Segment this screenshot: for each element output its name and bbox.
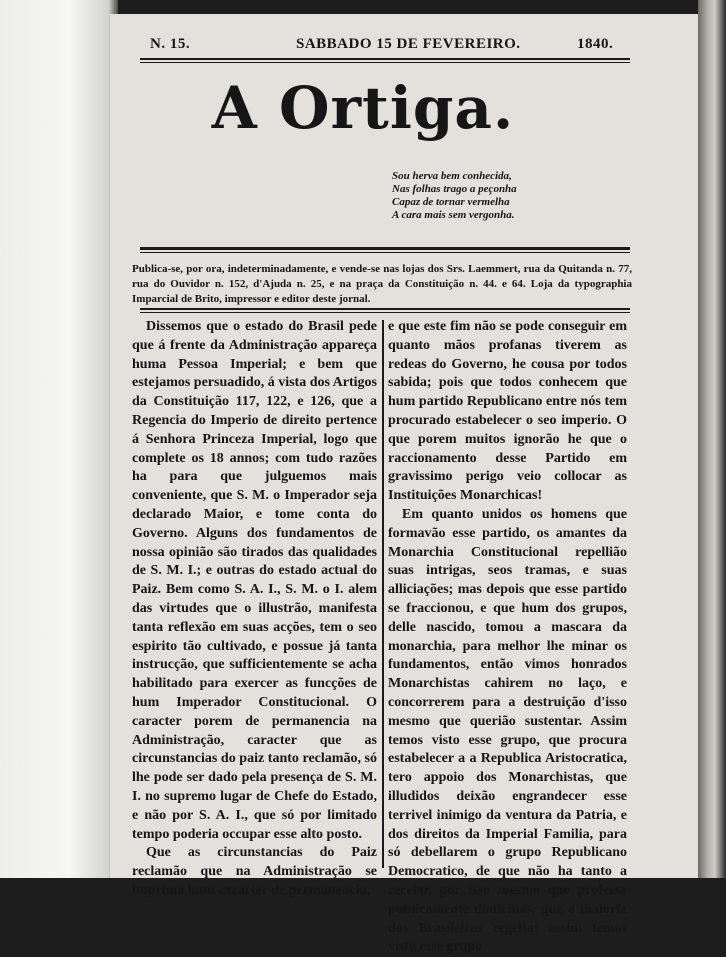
issue-number: N. 15. (150, 36, 191, 52)
article-paragraph: e que este fim não se pode conseguir em quanto mãos profanas tiverem as redeas do Governo, he cousa por todos sabida; pois que todos conhecem que hum partido Republicano entre nós tem procurado estabelecer o seo imperio. O que porem muitos ignorão he que o raccionamento desse Partido em gravissimo perigo veio collocar as Instituições Monarchicas! (388, 319, 627, 504)
article-paragraph: Em quanto unidos os homens que formavão esse partido, os amantes da Monarchia Constitucional repellião suas intrigas, seos tramas, e suas alliciações; mas depois que esse partido se fraccionou, e que hum dos grupos, delle nascido, tomou a mascara da monarchia, para melhor lhe minar os fundamentos, então vimos honrados Monarchistas cahirem no laço, e concorrerem para a destruição d'isso mesmo que querião sustentar. Assim temos visto esse grupo, que procura estabelecer a a Republica Aristocratica, tero appoio dos Monarchistas, que illudidos deixão engrandecer esse terrivel inimigo da ventura da Patria, e dos direitos da Imperial Familia, para só debellarem o grupo Republicano Democratico, de que não ha tanto a receiar, por isso mesmo que professa publicamente doutrinas, que a maioria dos Brasileiros regeita: assim temos visto esse grupo (388, 506, 627, 955)
notice-rule-top (140, 247, 630, 250)
epigraph-line: Sou herva bem conhecida, (392, 170, 512, 182)
epigraph-line: Nas folhas trago a peçonha (392, 183, 517, 195)
masthead-title: A Ortiga. (211, 74, 515, 142)
epigraph (392, 170, 517, 222)
header-rule-thin (140, 62, 630, 63)
article-paragraph: Que as circunstancias do Paiz reclamão que na Administração se imprima hum caracter de permanencia, (132, 845, 377, 898)
issue-year: 1840. (577, 36, 614, 52)
notice-rule-bottom (140, 308, 630, 310)
header-rule (140, 58, 630, 60)
notice-rule-bottom-thin (140, 312, 630, 313)
article-column-right (388, 318, 627, 957)
publication-notice: Publica-se, por ora, indeterminadamente, e vende-se nas lojas dos Srs. Laemmert, rua da Quitanda n. 77, rua do Ouvidor n. 152, d'Ajuda n. 25, e na praça da Constituição n. 44. e 64. Loja da typographia Imparcial de Brito, impressor e editor deste jornal. (132, 263, 632, 305)
article-column-left (132, 318, 377, 901)
notice-rule-top-thin (140, 252, 630, 253)
article-paragraph: Dissemos que o estado do Brasil pede que á frente da Administração appareça huma Pessoa Imperial; e bem que estejamos persuadido, á vista dos Artigos da Constituição 117, 122, e 126, que a Regencia do Imperio de direito pertence á Senhora Princeza Imperial, logo que complete os 18 annos; com tudo razões ha para que julguemos mais conveniente, que S. M. o Imperador seja declarado Maior, e tome conta do Governo. Alguns dos fundamentos de nossa opinião são tirados das qualidades de S. M. I.; e outras do estado actual do Paiz. Bem como S. A. I., S. M. o I. alem das virtudes que o illustrão, manifesta tanta reflexão em suas acções, tem o seo espirito tão cultivado, e possue já tanta instrucção, que sufficientemente se acha habilitado para exercer as funcções de hum Imperador Constitucional. O caracter porem de permanencia na Administração, caracter que as circunstancias do paiz tanto reclamão, só lhe pode ser dado pela presença de S. M. I. no supremo lugar de Chefe do Estado, e não por S. A. I., que só por limitado tempo poderia occupar esse alto posto. (132, 319, 378, 842)
issue-date: SABBADO 15 DE FEVEREIRO. (296, 36, 521, 52)
column-separator (382, 320, 384, 868)
epigraph-line: A cara mais sem vergonha. (392, 209, 515, 221)
epigraph-line: Capaz de tornar vermelha (392, 196, 510, 208)
